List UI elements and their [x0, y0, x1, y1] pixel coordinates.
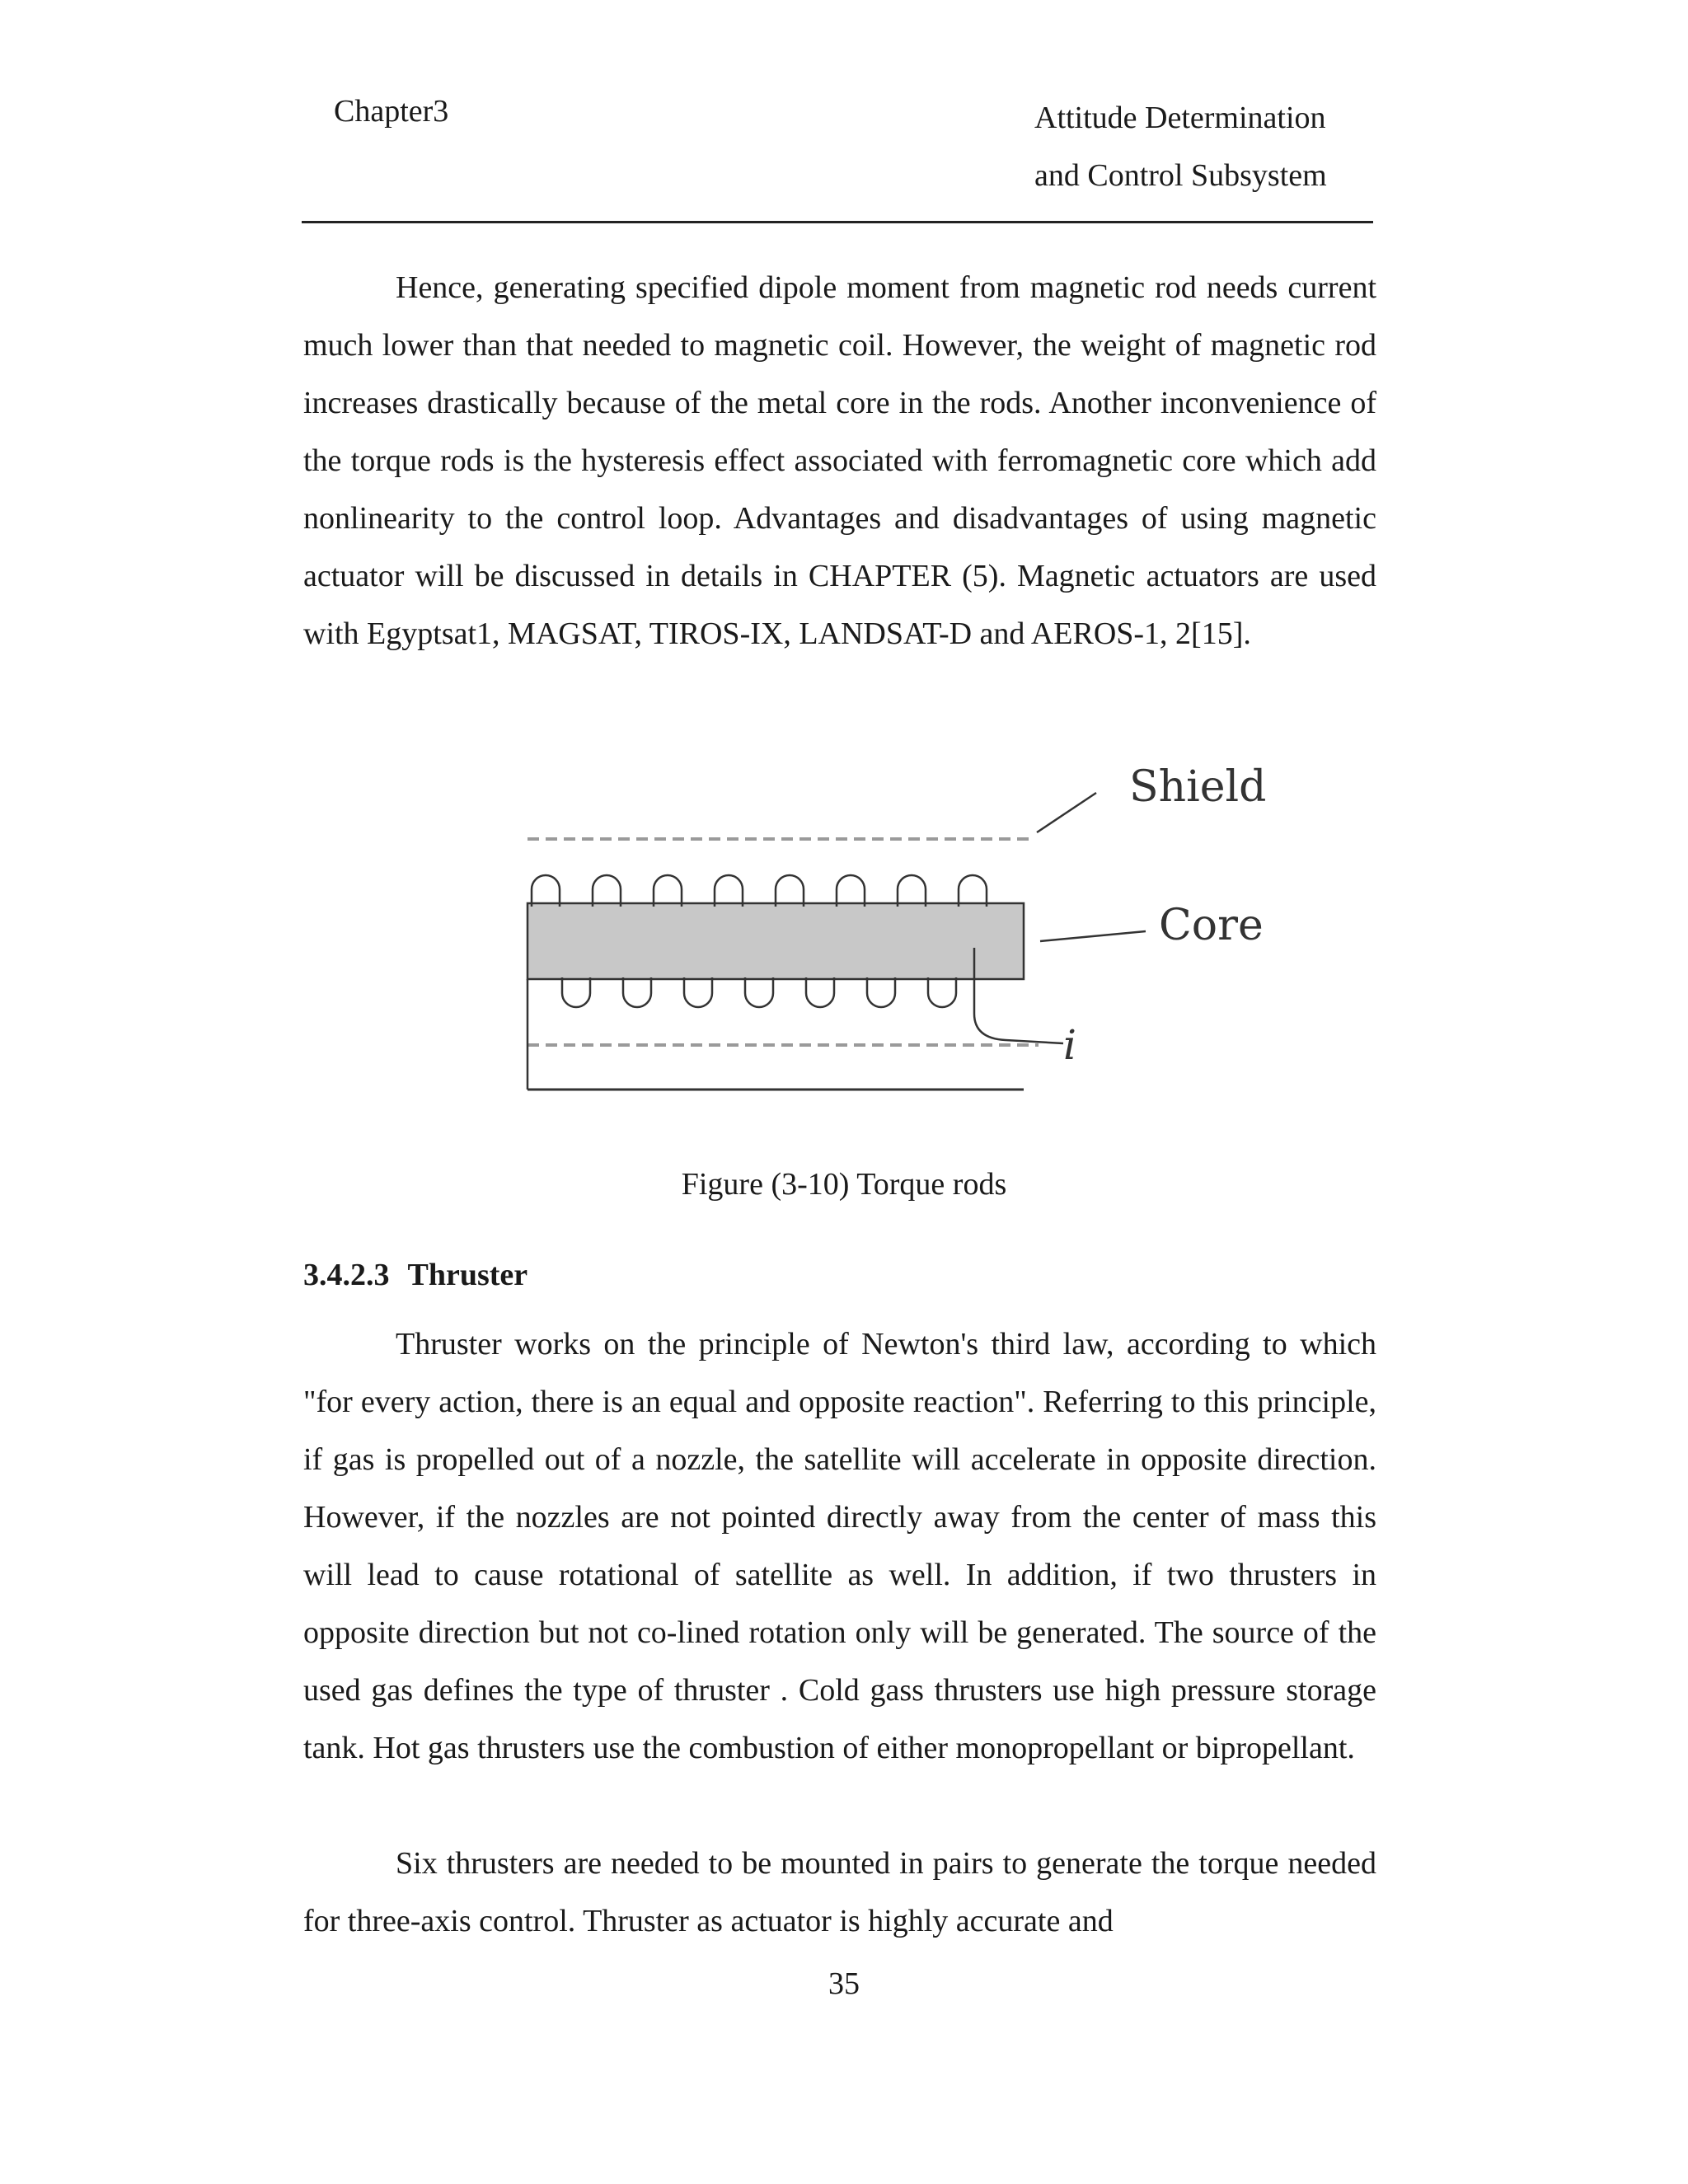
coil-turn-lower [745, 977, 773, 1007]
core-rod [528, 903, 1024, 979]
coil-turn-upper [776, 875, 804, 907]
paragraph-magnetic-rod: Hence, generating specified dipole moment from magnetic rod needs current much lower than that needed to magnetic coil. However, the weight of magnetic rod increases drastically because of the metal core in the rods. Another inconvenience of the torque rods is the hysteresis effect associated with ferromagnetic core which add nonlinearity to the control loop. Advantages and disadvantages of using magnetic actuator will be discussed in details in CHAPTER (5). Magnetic actuators are used with Egyptsat1, MAGSAT, TIROS-IX, LANDSAT-D and AEROS-1, 2[15]. [303, 270, 1376, 651]
chapter-title-line2: and Control Subsystem [1034, 158, 1327, 193]
page-number: 35 [828, 1966, 860, 2001]
shield-label: Shield [1129, 762, 1267, 812]
section-title: Thruster [407, 1258, 528, 1292]
section-number: 3.4.2.3 [303, 1258, 390, 1292]
core-leader-line [1040, 931, 1146, 941]
coil-turn-upper [654, 875, 682, 907]
coil-turn-lower [928, 977, 956, 1007]
current-label: i [1063, 1021, 1076, 1069]
torque-rod-figure [495, 742, 1319, 1154]
shield-leader-line [1037, 793, 1096, 832]
coil-turn-upper [532, 875, 560, 907]
chapter-title [1034, 89, 1327, 204]
coil-turn-lower [562, 977, 590, 1007]
header-rule [302, 221, 1373, 223]
chapter-title-line1: Attitude Determination [1034, 101, 1326, 135]
coil-turn-lower [684, 977, 712, 1007]
figure-caption: Figure (3-10) Torque rods [681, 1167, 1007, 1202]
coil-turn-lower [623, 977, 651, 1007]
coil-turn-lower [867, 977, 895, 1007]
chapter-label: Chapter3 [334, 94, 449, 129]
coil-turn-upper [593, 875, 621, 907]
coil-turn-upper [715, 875, 743, 907]
core-label: Core [1159, 901, 1264, 950]
coil-turn-upper [959, 875, 987, 907]
section-heading [303, 1253, 528, 1297]
paragraph-thruster-principle: Thruster works on the principle of Newton's third law, according to which "for every action, there is an equal and opposite reaction". Referring to this principle, if gas is propelled out of a nozzle, the satellite will accelerate in opposite direction. However, if the nozzles are not pointed directly away from the center of mass this will lead to cause rotational of satellite as well. In addition, if two thrusters in opposite direction but not co-lined rotation only will be generated. The source of the used gas defines the type of thruster . Cold gass thrusters use high pressure storage tank. Hot gas thrusters use the combustion of either monopropellant or bipropellant. [303, 1327, 1376, 1765]
coil-turn-lower [806, 977, 834, 1007]
coil-turn-upper [898, 875, 926, 907]
paragraph-thruster-pairs: Six thrusters are needed to be mounted in pairs to generate the torque needed for three-axis control. Thruster as actuator is highly accurate and [303, 1846, 1376, 1938]
torque-rod-diagram [495, 742, 1319, 1154]
coil-turn-upper [837, 875, 865, 907]
